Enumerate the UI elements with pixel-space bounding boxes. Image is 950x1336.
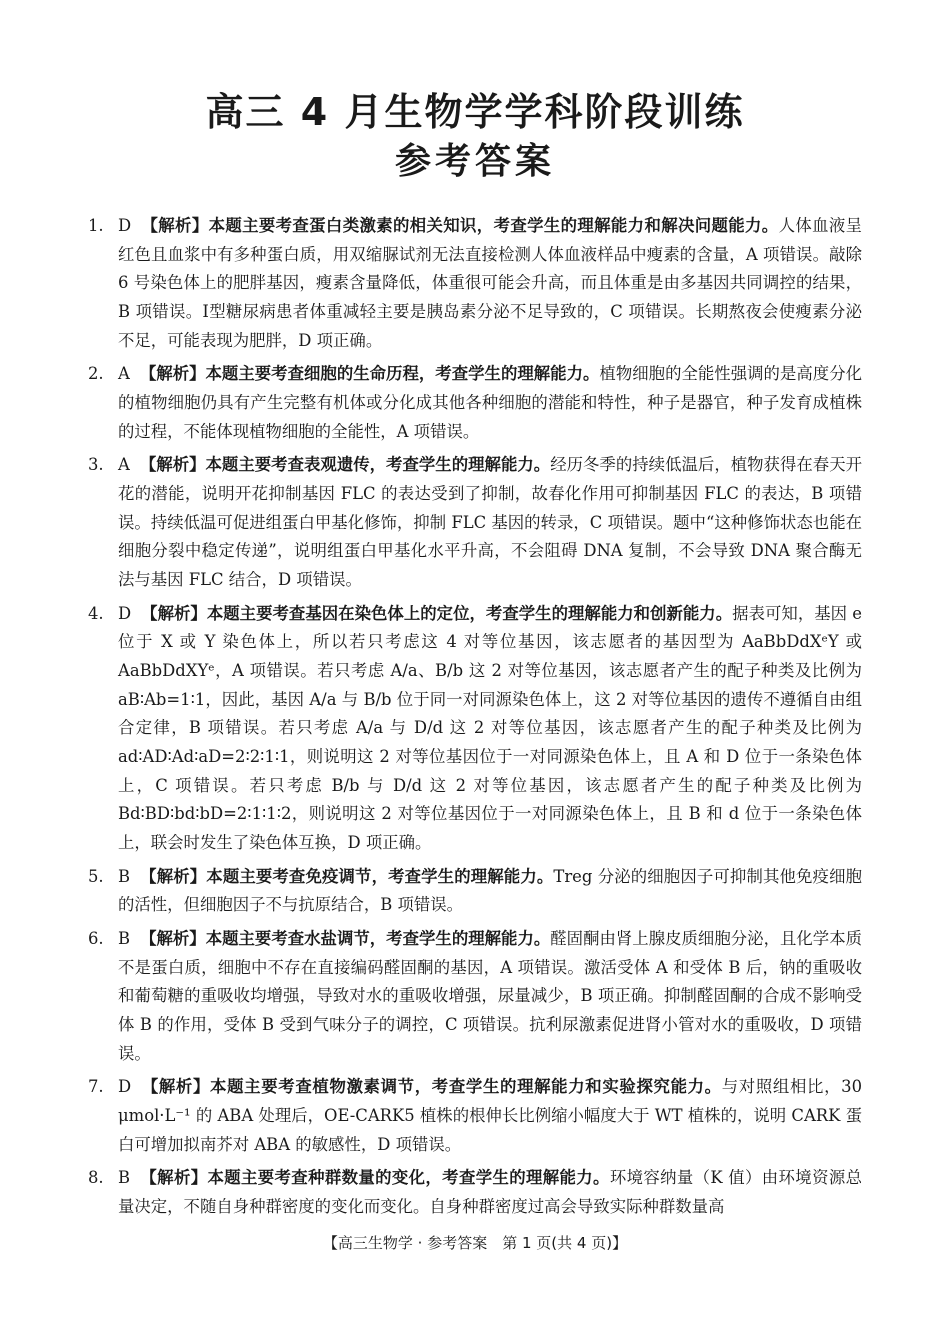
item-number: 1. <box>88 216 104 235</box>
answer-letter: D <box>118 603 132 623</box>
answer-item-8 <box>88 1164 862 1221</box>
analysis-heading: 【解析】本题主要考查表观遗传，考查学生的理解能力。 <box>139 455 551 475</box>
analysis-text: Treg 分泌的细胞因子可抑制其他免疫细胞的活性，但细胞因子不与抗原结合，B 项错误。 <box>118 866 863 915</box>
analysis-heading: 【解析】本题主要考查免疫调节，考查学生的理解能力。 <box>140 866 554 886</box>
analysis-text: 植物细胞的全能性强调的是高度分化的植物细胞仍具有产生完整有机体或分化成其他各种细胞的潜能和特性，种子是器官，种子发育成植株的过程，不能体现植物细胞的全能性，A 项错误。 <box>118 364 863 441</box>
answer-item-5 <box>88 863 862 920</box>
item-number: 3. <box>88 455 104 475</box>
answer-letter: D <box>118 1077 132 1097</box>
item-number: 6. <box>88 928 104 948</box>
page-footer: 【高三生物学 · 参考答案 第 1 页(共 4 页)】 <box>322 1234 628 1252</box>
analysis-heading: 【解析】本题主要考查水盐调节，考查学生的理解能力。 <box>140 928 551 948</box>
page-subtitle: 参考答案 <box>394 141 555 182</box>
page-title: 高三 4 月生物学学科阶段训练 <box>205 90 745 134</box>
answer-item-2 <box>88 360 862 446</box>
analysis-text: 经历冬季的持续低温后，植物获得在春天开花的潜能，说明开花抑制基因 FLC 的表达受到了抑制，故春化作用可抑制基因 FLC 的表达，B 项错误。持续低温可促进组蛋白甲基化修饰，抑制 FLC 基因的转录，C 项错误。题中“这种修饰状态也能在细胞分裂中稳定传递”，说明组蛋白甲基化水平升高，不会阻碍 DNA 复制，不会导致 DNA 聚合酶无法与基因 FLC 结合，D 项错误。 <box>118 455 863 590</box>
answer-item-1 <box>88 212 862 356</box>
analysis-text: 环境容纳量（K 值）由环境资源总量决定，不随自身种群密度的变化而变化。自身种群密度过高会导致实际种群数量高 <box>118 1168 862 1216</box>
analysis-text: 与对照组相比，30 μmol·L⁻¹ 的 ABA 处理后，OE-CARK5 植株的根伸长比例缩小幅度大于 WT 植株的，说明 CARK 蛋白可增加拟南芥对 ABA 的敏感性，D 项错误。 <box>118 1077 863 1154</box>
answer-letter: B <box>118 866 131 886</box>
item-number: 2. <box>88 364 104 384</box>
analysis-heading: 【解析】本题主要考查植物激素调节，考查学生的理解能力和实验探究能力。 <box>141 1077 722 1097</box>
answer-item-3 <box>88 451 862 595</box>
analysis-text: 人体血液呈红色且血浆中有多种蛋白质，用双缩脲试剂无法直接检测人体血液样品中瘦素的含量，A 项错误。敲除 6 号染色体上的肥胖基因，瘦素含量降低，体重很可能会升高，而且体重是由多基因共同调控的结果，B 项错误。Ⅰ型糖尿病患者体重减轻主要是胰岛素分泌不足导致的，C 项错误。长期熬夜会使瘦素分泌不足，可能表现为肥胖，D 项正确。 <box>118 216 863 350</box>
analysis-heading: 【解析】本题主要考查蛋白类激素的相关知识，考查学生的理解能力和解决问题能力。 <box>141 216 779 235</box>
answer-letter: B <box>118 1168 131 1188</box>
answer-item-7 <box>88 1073 862 1159</box>
analysis-heading: 【解析】本题主要考查种群数量的变化，考查学生的理解能力。 <box>140 1168 610 1188</box>
item-number: 4. <box>88 603 104 623</box>
answer-letter: D <box>118 216 132 235</box>
answer-item-6 <box>88 925 862 1069</box>
analysis-text: 醛固酮由肾上腺皮质细胞分泌，且化学本质不是蛋白质，细胞中不存在直接编码醛固酮的基因，A 项错误。激活受体 A 和受体 B 后，钠的重吸收和葡萄糖的重吸收均增强，导致对水的重吸收增强，尿量减少，B 项正确。抑制醛固酮的合成不影响受体 B 的作用，受体 B 受到气味分子的调控，C 项错误。抗利尿激素促进肾小管对水的重吸收，D 项错误。 <box>118 928 862 1063</box>
analysis-heading: 【解析】本题主要考查基因在染色体上的定位，考查学生的理解能力和创新能力。 <box>141 603 733 623</box>
item-number: 8. <box>88 1168 104 1188</box>
analysis-text: 据表可知，基因 e 位于 X 或 Y 染色体上，所以若只考虑这 4 对等位基因，该志愿者的基因型为 AaBbDdXᵉY 或 AaBbDdXYᵉ，A 项错误。若只考虑 A/a、B/b 这 2 对等位基因，该志愿者产生的配子种类及比例为 aB∶Ab=1∶1，因此，基因 A/a 与 B/b 位于同一对同源染色体上，这 2 对等位基因的遗传不遵循自由组合定律，B 项错误。若只考虑 A/a 与 D/d 这 2 对等位基因，该志愿者产生的配子种类及比例为 ad∶AD∶Ad∶aD=2∶2∶1∶1，则说明这 2 对等位基因位于一对同源染色体上，且 A 和 D 位于一条染色体上，C 项错误。若只考虑 B/b 与 D/d 这 2 对等位基因，该志愿者产生的配子种类及比例为 Bd∶BD∶bd∶bD=2∶1∶1∶2，则说明这 2 对等位基因位于一对同源染色体上，且 B 和 d 位于一条染色体上，联会时发生了染色体互换，D 项正确。 <box>118 603 863 853</box>
answer-letter: B <box>118 928 131 948</box>
answer-item-4 <box>88 600 862 858</box>
item-number: 7. <box>88 1077 104 1097</box>
analysis-heading: 【解析】本题主要考查细胞的生命历程，考查学生的理解能力。 <box>139 364 600 384</box>
answer-letter: A <box>118 364 130 384</box>
answer-letter: A <box>118 455 130 475</box>
answer-list <box>88 212 862 1226</box>
item-number: 5. <box>88 866 104 886</box>
